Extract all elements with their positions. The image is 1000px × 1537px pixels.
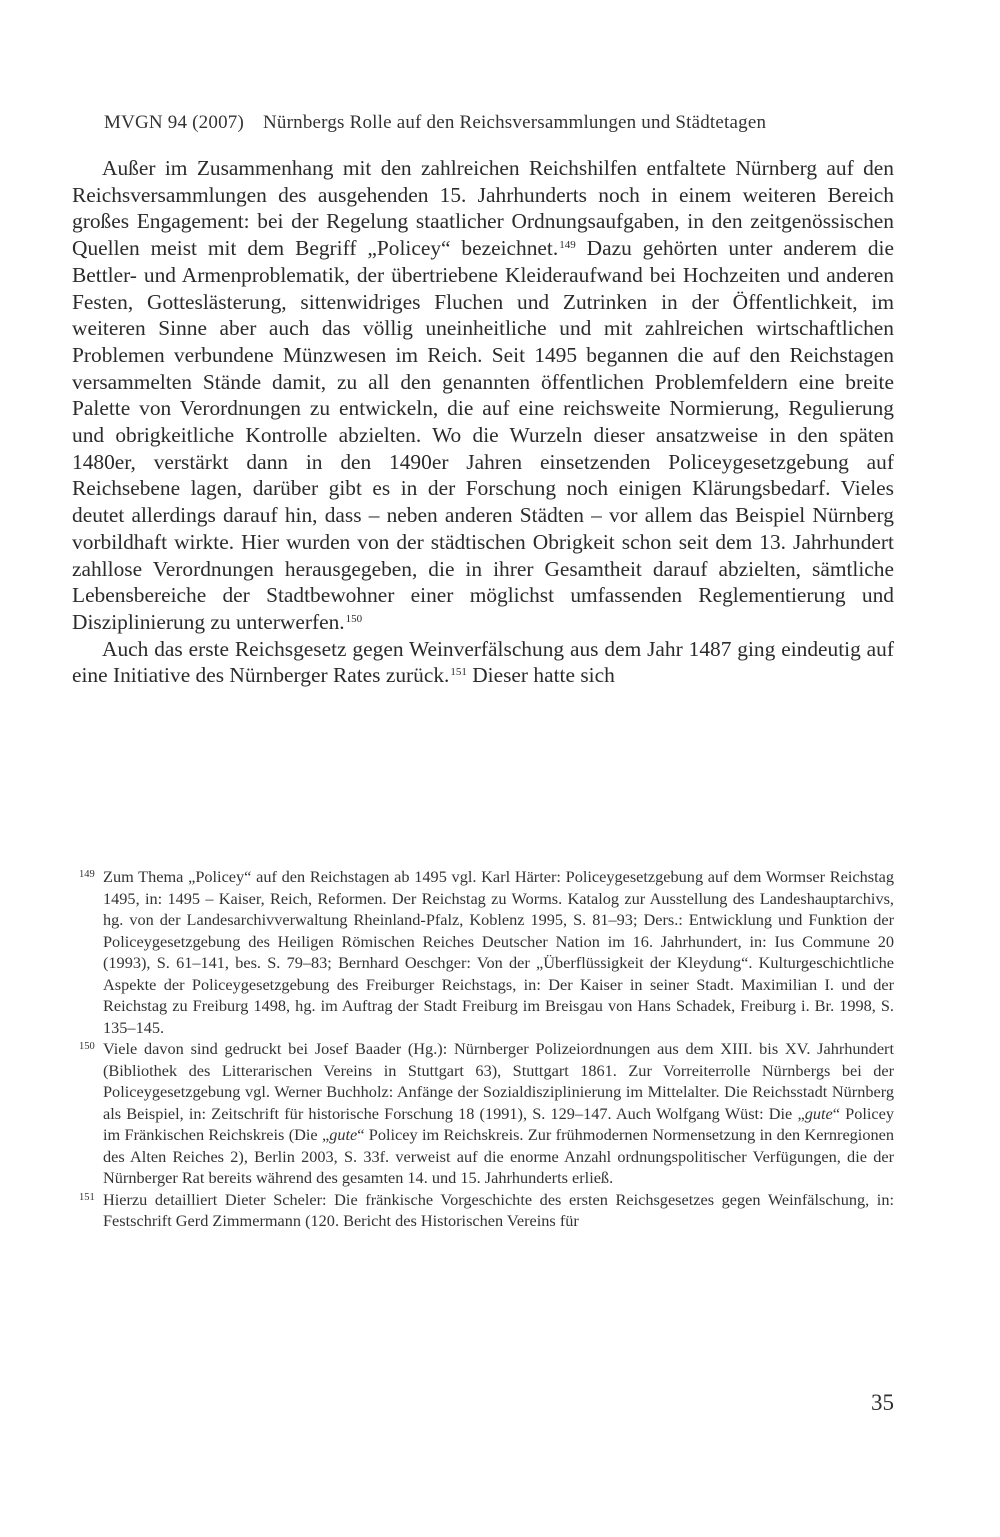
journal-reference: MVGN 94 (2007) — [104, 112, 245, 133]
footnote-reference: 151 — [450, 666, 467, 679]
footnotes — [72, 866, 894, 1232]
footnote-reference: 149 — [559, 239, 576, 252]
footnote-text: “ Policey im Reichskreis. Zur frühmodernen Normensetzung in den Kernregionen des Alten Reiches 2), Berlin 2003, S. 33f. verweist auf die enorme Anzahl ordnungspolitischer Verfügungen, die der Nürnberger Rat bereits während des gesamten 14. und 15. Jahrhunderts erließ. — [103, 1125, 894, 1187]
main-text — [72, 155, 894, 689]
footnote-number: 150 — [79, 1041, 95, 1052]
paragraph-text: Auch das erste Reichsgesetz gegen Weinverfälschung aus dem Jahr 1487 ging eindeutig auf eine Initiative des Nürnberger Rates zurück. — [72, 636, 894, 688]
footnote-text: Viele davon sind gedruckt bei Josef Baader (Hg.): Nürnberger Polizeiordnungen aus dem XIII. bis XV. Jahrhundert (Bibliothek des Litterarischen Vereins in Stuttgart 63), Stuttgart 1861. Zur Vorreiterrolle Nürnbergs bei der Policeygesetzgebung vgl. Werner Buchholz: Anfänge der Sozialdisziplinierung im Mittelalter. Die Reichsstadt Nürnberg als Beispiel, in: Zeitschrift für historische Forschung 18 (1991), S. 129–147. Auch Wolfgang Wüst: Die „ — [103, 1039, 894, 1123]
footnote-text: Hierzu detailliert Dieter Scheler: Die fränkische Vorgeschichte des ersten Reichsgesetzes gegen Weinfälschung, in: Festschrift Gerd Zimmermann (120. Bericht des Historischen Vereins für — [103, 1189, 894, 1230]
paragraph-text: Dieser hatte sich — [466, 663, 615, 688]
footnote — [72, 866, 894, 1038]
footnote — [72, 1038, 894, 1189]
paragraph — [72, 636, 894, 689]
footnote-text: “ Policey im Fränkischen Reichskreis (Die „ — [103, 1103, 894, 1144]
page-number: 35 — [871, 1390, 894, 1415]
footnote-number: 151 — [79, 1191, 95, 1203]
paragraph — [72, 155, 894, 636]
paragraph-text: Dazu gehörten unter anderem die Bettler- und Armenproblematik, der übertriebene Kleideraufwand bei Hochzeiten und anderen Festen, Gotteslästerung, sittenwidriges Fluchen und Zutrinken in der Öffentlichkeit, im weiteren Sinne aber auch das völlig uneinheitliche und mit zahlreichen wirtschaftlichen Problemen verbundene Münzwesen im Reich. Seit 1495 begannen die auf den Reichstagen versammelten Stände damit, zu all den genannten öffentlichen Problemfeldern eine breite Palette von Verordnungen zu entwickeln, die auf eine reichsweite Normierung, Regulierung und obrigkeitliche Kontrolle abzielten. Wo die Wurzeln dieser ansatzweise in den späten 1480er, verstärkt dann in den 1490er Jahren einsetzenden Policeygesetzgebung auf Reichsebene lagen, darüber gibt es in der Forschung noch einigen Klärungsbedarf. Vieles deutet allerdings darauf hin, dass – neben anderen Städten – vor allem das Beispiel Nürnberg vorbildhaft wirkte. Hier wurden von der städtischen Obrigkeit schon seit dem 13. Jahrhundert zahllose Verordnungen herausgegeben, die in ihrer Gesamtheit darauf abzielten, sämtliche Lebensbereiche der Stadtbewohner einer möglichst umfassenden Reglementierung und Disziplinierung zu unterwerfen. — [72, 236, 894, 634]
footnote-italic: gute — [804, 1103, 833, 1123]
footnote-italic: gute — [329, 1125, 358, 1144]
paragraph-text: Außer im Zusammenhang mit den zahlreichen Reichshilfen entfaltete Nürnberg auf den Reichsversammlungen des ausgehenden 15. Jahrhunderts noch in einem weiteren Bereich großes Engagement: bei der Regelung staatlicher Ordnungsaufgaben, in den zeitgenössischen Quellen meist mit dem Begriff „Policey“ bezeichnet. — [72, 156, 894, 261]
footnote — [72, 1189, 894, 1232]
footnote-text: Zum Thema „Policey“ auf den Reichstagen ab 1495 vgl. Karl Härter: Policeygesetzgebung auf dem Wormser Reichstag 1495, in: 1495 – Kaiser, Reich, Reformen. Der Reichstag zu Worms. Katalog zur Ausstellung des Landeshauptarchivs, hg. von der Landesarchivverwaltung Rheinland-Pfalz, Koblenz 1995, S. 81–93; Ders.: Entwicklung und Funktion der Policeygesetzgebung des Heiligen Römischen Reiches Deutscher Nation im 16. Jahrhundert, in: Ius Commune 20 (1993), S. 61–141, bes. S. 79–83; Bernhard Oeschger: Von der „Überflüssigkeit der Kleydung“. Kulturgeschichtliche Aspekte der Policeygesetzgebung des Freiburger Reichstags, in: Der Kaiser in seiner Stadt. Maximilian I. und der Reichstag zu Freiburg 1498, hg. im Auftrag der Stadt Freiburg im Breisgau von Hans Schadek, Freiburg i. Br. 1998, S. 135–145. — [103, 867, 894, 1037]
running-head — [104, 112, 894, 134]
running-title: Nürnbergs Rolle auf den Reichsversammlungen und Städtetagen — [262, 112, 767, 133]
footnote-number: 149 — [79, 869, 95, 880]
footnote-reference: 150 — [345, 612, 363, 625]
